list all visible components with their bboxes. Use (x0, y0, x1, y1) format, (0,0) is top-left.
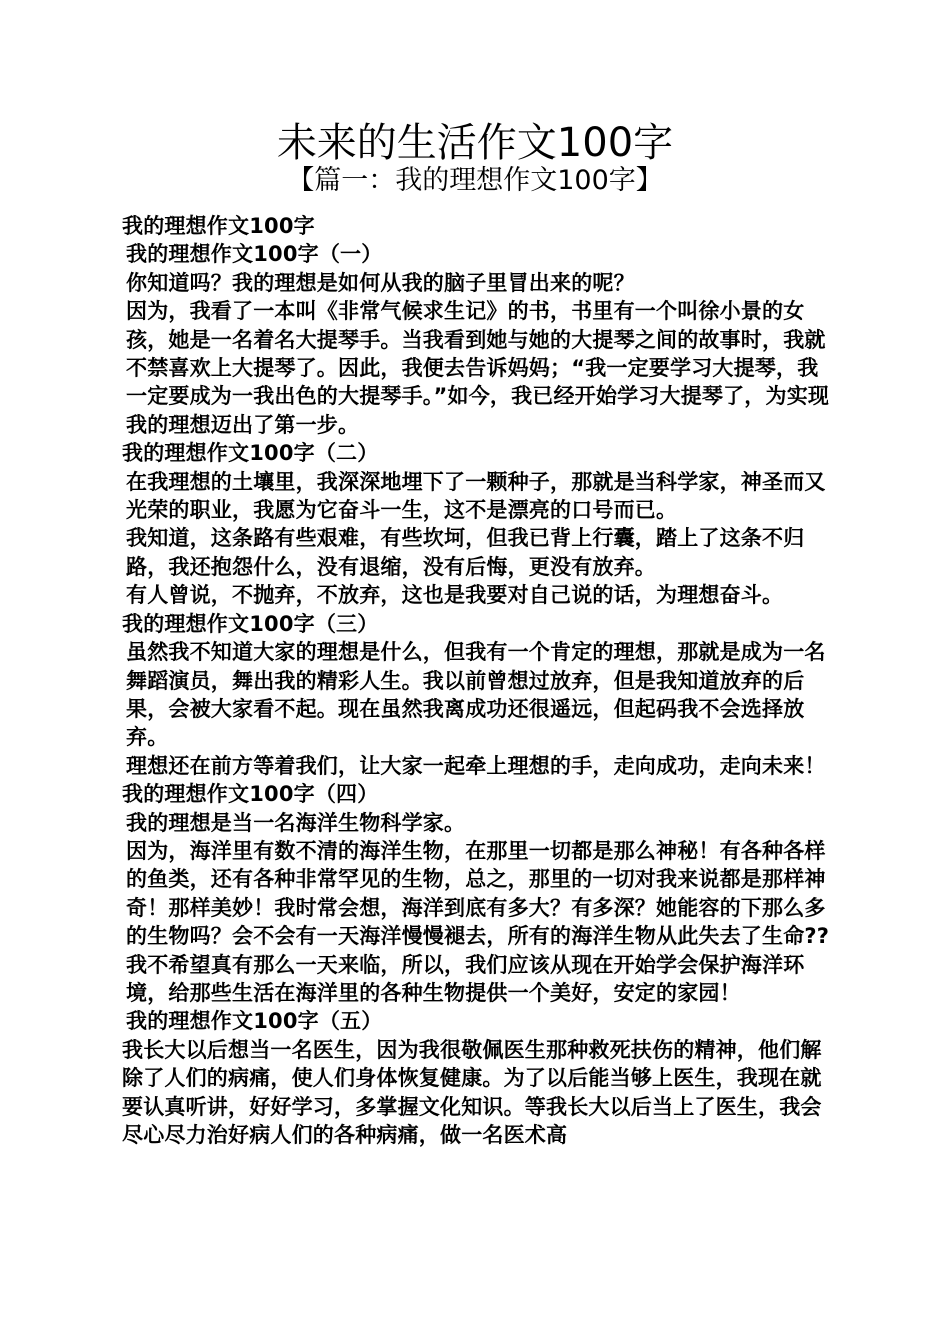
paragraph: 有人曾说，不抛弃，不放弃，这也是我要对自己说的话，为理想奋斗。 (126, 583, 784, 608)
paragraph: 因为，我看了一本叫《非常气候求生记》的书，书里有一个叫徐小景的女孩，她是一名着名大提琴手。当我看到她与她的大提琴之间的故事时，我就不禁喜欢上大提琴了。因此，我便去告诉妈妈；“我一定要学习大提琴，我一定要成为一我出色的大提琴手。”如今，我已经开始学习大提琴了，为实现我的理想迈出了第一步。 (126, 299, 830, 437)
section-heading: 我的理想作文100字（一） (126, 242, 383, 267)
paragraph: 因为，海洋里有数不清的海洋生物，在那里一切都是那么神秘！有各种各样的鱼类，还有各种非常罕见的生物，总之，那里的一切对我来说都是那样神奇！那样美妙！我时常会想，海洋到底有多大？有多深？她能容的下那么多的生物吗？会不会有一天海洋慢慢褪去，所有的海洋生物从此失去了生命??我不希望真有那么一天来临，所以，我们应该从现在开始学会保护海洋环境，给那些生活在海洋里的各种生物提供一个美好，安定的家园！ (126, 838, 830, 1005)
section-heading: 我的理想作文100字（四） (122, 782, 379, 807)
paragraph: 理想还在前方等着我们，让大家一起牵上理想的手，走向成功，走向未来！ (126, 753, 826, 778)
section-heading: 我的理想作文100字 (122, 214, 315, 238)
document-body (116, 212, 836, 1149)
paragraph: 我知道，这条路有些艰难，有些坎坷，但我已背上行囊，踏上了这条不归路，我还抱怨什么，没有退缩，没有后悔，更没有放弃。 (126, 526, 805, 579)
paragraph: 虽然我不知道大家的理想是什么，但我有一个肯定的理想，那就是成为一名舞蹈演员，舞出我的精彩人生。我以前曾想过放弃，但是我知道放弃的后果，会被大家看不起。现在虽然我离成功还很遥远，但起码我不会选择放弃。 (126, 640, 826, 750)
paragraph: 我的理想是当一名海洋生物科学家。 (126, 810, 466, 835)
section-heading: 我的理想作文100字（二） (122, 441, 379, 466)
document-subtitle: 【篇一：我的理想作文100字】 (287, 165, 663, 196)
paragraph: 你知道吗？我的理想是如何从我的脑子里冒出来的呢？ (126, 270, 635, 295)
paragraph: 我长大以后想当一名医生，因为我很敬佩医生那种救死扶伤的精神，他们解除了人们的病痛，使人们身体恢复健康。为了以后能当够上医生，我现在就要认真听讲，好好学习，多掌握文化知识。等我长大以后当上了医生，我会尽心尽力治好病人们的各种病痛，做一名医术高 (122, 1037, 822, 1147)
paragraph: 在我理想的土壤里，我深深地埋下了一颗种子，那就是当科学家，神圣而又光荣的职业，我愿为它奋斗一生，这不是漂亮的口号而已。 (126, 469, 826, 523)
section-heading: 我的理想作文100字（三） (122, 611, 379, 636)
section-heading: 我的理想作文100字（五） (126, 1009, 383, 1034)
document-title: 未来的生活作文100字 (276, 120, 674, 166)
